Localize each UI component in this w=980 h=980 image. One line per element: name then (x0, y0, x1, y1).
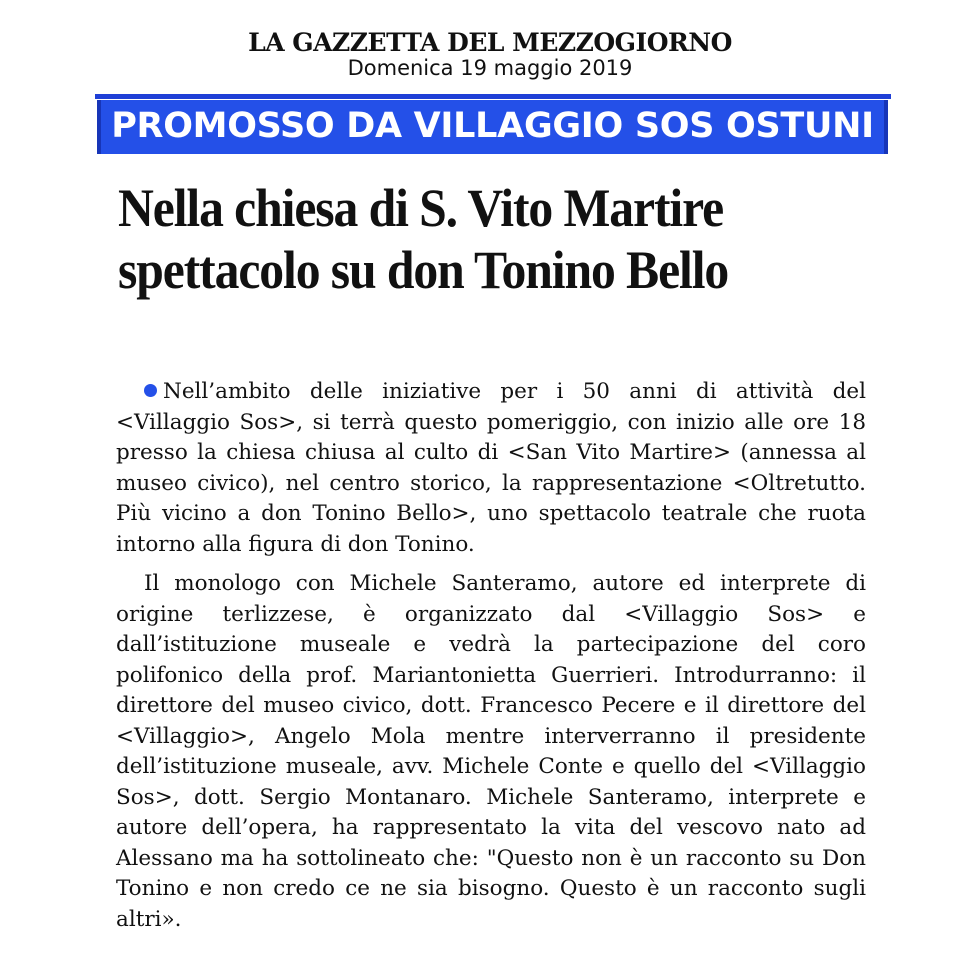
article-headline (118, 177, 854, 301)
article-paragraph-2: Il monologo con Michele Santeramo, autore ed interprete di origine terlizzese, è organizzato dal <Villaggio Sos> e dall’istituzione museale e vedrà la partecipazione del coro polifonico della prof. Mariantonietta Guerrieri. Introdurranno: il direttore del museo civico, dott. Francesco Pecere e il direttore del <Villaggio>, Angelo Mola mentre interverranno il presidente dell’istituzione museale, avv. Michele Conte e quello del <Villaggio Sos>, dott. Sergio Montanaro. Michele Santeramo, interprete e autore dell’opera, ha rappresentato la vita del vescovo nato ad Alessano ma ha sottolineato che: "Questo non è un racconto su Don Tonino e non credo ce ne sia bisogno. Questo è un racconto sugli altri». (116, 571, 866, 932)
headline-line-2: spettacolo su don Tonino Bello (118, 240, 729, 300)
newspaper-masthead: LA GAZZETTA DEL MEZZOGIORNO (248, 28, 732, 57)
headline-line-1: Nella chiesa di S. Vito Martire (118, 178, 724, 238)
article-paragraph-1 (116, 377, 866, 560)
article-kicker: PROMOSSO DA VILLAGGIO SOS OSTUNI (97, 100, 888, 154)
bullet-icon (144, 384, 157, 397)
kicker-top-rule (95, 94, 891, 99)
article-body (116, 377, 866, 935)
issue-date: Domenica 19 maggio 2019 (347, 56, 633, 80)
paragraph-1-text: Nell’ambito delle iniziative per i 50 anni di attività del <Villaggio Sos>, si terrà questo pomeriggio, con inizio alle ore 18 presso la chiesa chiusa al culto di <San Vito Martire> (annessa al museo civico), nel centro storico, la rappresentazione <Oltretutto. Più vicino a don Tonino Bello>, uno spettacolo teatrale che ruota intorno alla figura di don Tonino. (116, 379, 866, 557)
